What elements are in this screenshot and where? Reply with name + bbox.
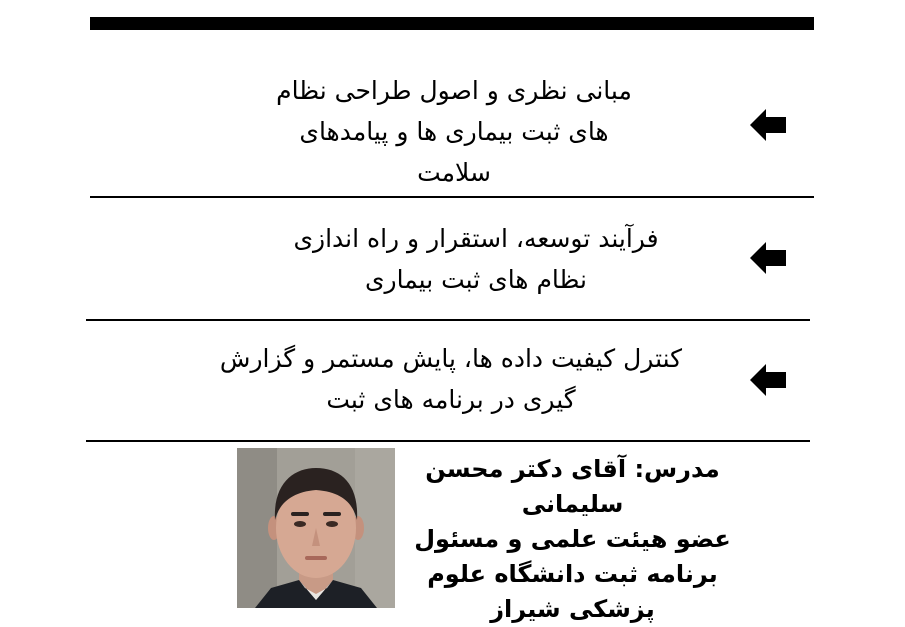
topic-item-3 — [195, 338, 707, 420]
instructor-line-1: مدرس: آقای دکتر محسن — [425, 455, 720, 483]
instructor-line-5: پزشکی شیراز — [490, 595, 655, 623]
instructor-photo — [237, 448, 395, 608]
topic-item-2-line-2: نظام های ثبت بیماری — [364, 265, 588, 294]
left-arrow-icon — [750, 109, 786, 141]
divider-1 — [90, 196, 814, 198]
topic-item-3-line-2: گیری در برنامه های ثبت — [326, 385, 576, 414]
topic-item-2 — [270, 218, 682, 300]
topic-item-1-line-1: مبانی نظری و اصول طراحی نظام — [276, 76, 632, 105]
topic-item-1-line-3: سلامت — [417, 158, 491, 187]
instructor-line-2: سلیمانی — [521, 490, 624, 518]
left-arrow-icon — [750, 364, 786, 396]
instructor-line-4: برنامه ثبت دانشگاه علوم — [427, 560, 718, 588]
instructor-line-3: عضو هیئت علمی و مسئول — [414, 525, 731, 553]
divider-3 — [86, 440, 810, 442]
top-rule — [90, 17, 814, 30]
left-arrow-icon — [750, 242, 786, 274]
topic-item-3-line-1: کنترل کیفیت داده ها، پایش مستمر و گزارش — [219, 344, 683, 373]
topic-item-1-line-2: های ثبت بیماری ها و پیامدهای — [299, 117, 609, 146]
instructor-info — [400, 452, 745, 627]
topic-item-2-line-1: فرآیند توسعه، استقرار و راه اندازی — [293, 224, 659, 253]
topic-item-1 — [262, 70, 646, 193]
divider-2 — [86, 319, 810, 321]
